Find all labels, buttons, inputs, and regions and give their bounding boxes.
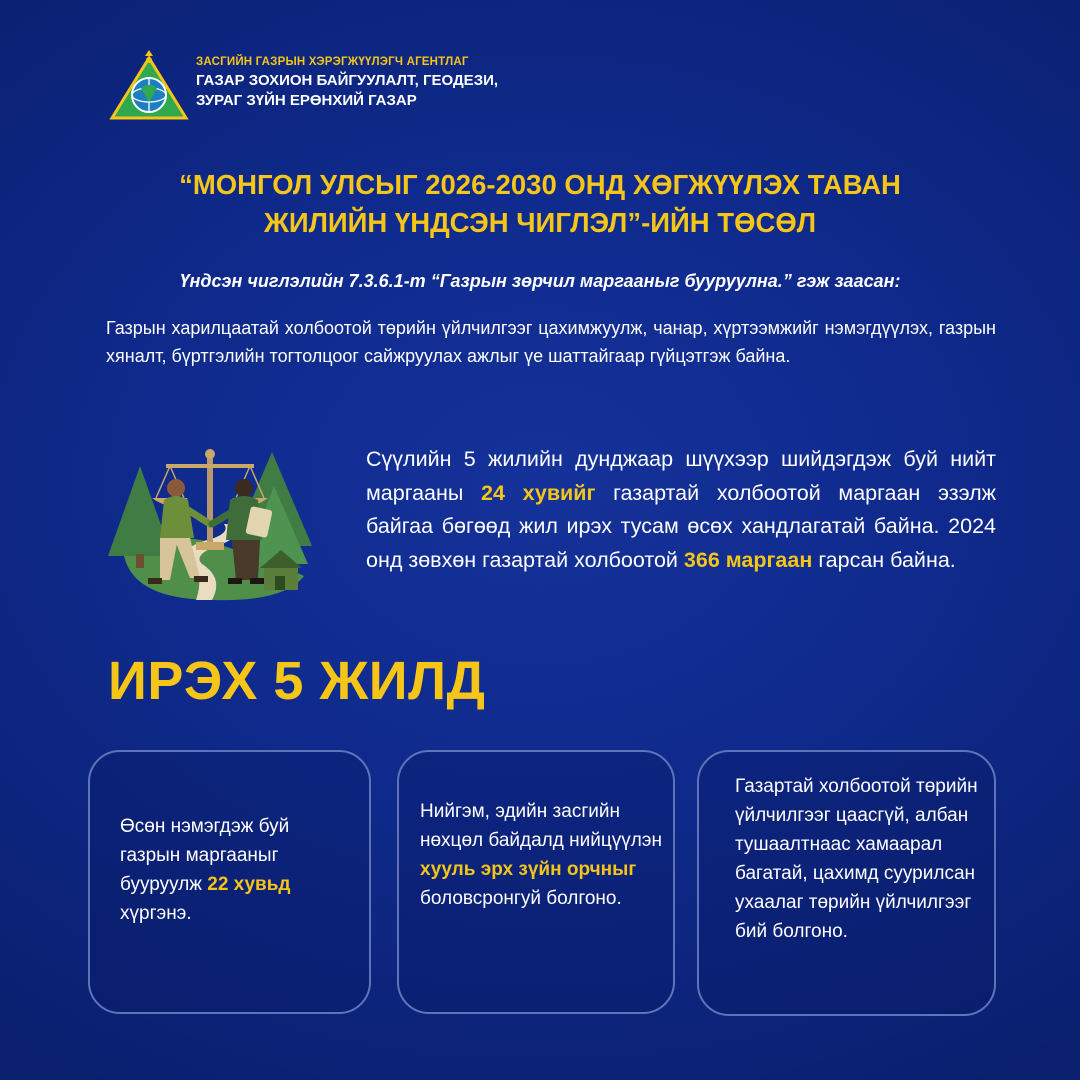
goal-card-2-text <box>420 797 665 913</box>
goal-card-2-post: боловсронгуй болгоно. <box>420 888 622 909</box>
agency-line-2: ГАЗАР ЗОХИОН БАЙГУУЛАЛТ, ГЕОДЕЗИ, <box>196 71 499 89</box>
goal-card-1-post: хүргэнэ. <box>120 903 192 924</box>
title-line-2: ЖИЛИЙН ҮНДСЭН ЧИГЛЭЛ”-ИЙН ТӨСӨЛ <box>263 207 817 238</box>
goal-card-1 <box>88 750 371 1014</box>
goal-card-1-pre: Өсөн нэмэгдэж буй газрын маргааныг бууруулж <box>120 816 290 895</box>
intro-paragraph: Газрын харилцаатай холбоотой төрийн үйлчилгээг цахимжуулж, чанар, хүртээмжийг нэмэгдүүлэх, газрын хяналт, бүртгэлийн тогтолцоог сайжруулах ажлыг үе шаттайгаар гүйцэтгэж байна. <box>106 318 996 366</box>
agency-line-1: ЗАСГИЙН ГАЗРЫН ХЭРЭГЖҮҮЛЭГЧ АГЕНТЛАГ <box>196 56 469 68</box>
land-dispute-scales-icon <box>104 446 318 602</box>
goal-card-3-pre: Газартай холбоотой төрийн үйлчилгээг цаасгүй, албан тушаалтнаас хамаарал багатай, цахимд суурилсан ухаалаг төрийн үйлчилгээг бий болгоно. <box>735 776 978 942</box>
goal-card-1-text <box>120 812 350 928</box>
stats-text-2: газартай холбоотой маргаан эзэлж байгаа бөгөөд жил ирэх тусам өсөх хандлагатай байна. 2024 онд зөвхөн газартай холбоотой <box>366 480 997 572</box>
agency-line-3: ЗУРАГ ЗҮЙН ЕРӨНХИЙ ГАЗАР <box>196 91 417 109</box>
goal-card-3-text <box>735 772 985 946</box>
goal-card-2 <box>397 750 675 1014</box>
section-heading: ИРЭХ 5 ЖИЛД <box>108 651 486 711</box>
goal-card-3 <box>697 750 996 1016</box>
goal-card-2-highlight: хууль эрх зүйн орчныг <box>420 859 637 880</box>
agency-emblem-icon <box>108 48 190 124</box>
stats-text-1: Сүүлийн 5 жилийн дунджаар шүүхээр шийдэгдэж буй нийт маргааны <box>366 447 996 505</box>
goal-card-2-pre: Нийгэм, эдийн засгийн нөхцөл байдалд нийцүүлэн <box>420 801 662 851</box>
stats-highlight-percent: 24 хувийг <box>481 480 596 505</box>
stats-text-3: гарсан байна. <box>812 547 956 572</box>
agency-name <box>196 55 498 111</box>
title-line-1: “МОНГОЛ УЛСЫГ 2026-2030 ОНД ХӨГЖҮҮЛЭХ ТАВАН <box>179 169 901 200</box>
goal-card-1-highlight: 22 хувьд <box>207 874 291 895</box>
page-title <box>80 166 1000 242</box>
stats-highlight-count: 366 маргаан <box>683 547 813 572</box>
subtitle: Үндсэн чиглэлийн 7.3.6.1-т “Газрын зөрчил маргааныг бууруулна.” гэж заасан: <box>179 271 901 291</box>
stats-paragraph <box>366 443 996 577</box>
